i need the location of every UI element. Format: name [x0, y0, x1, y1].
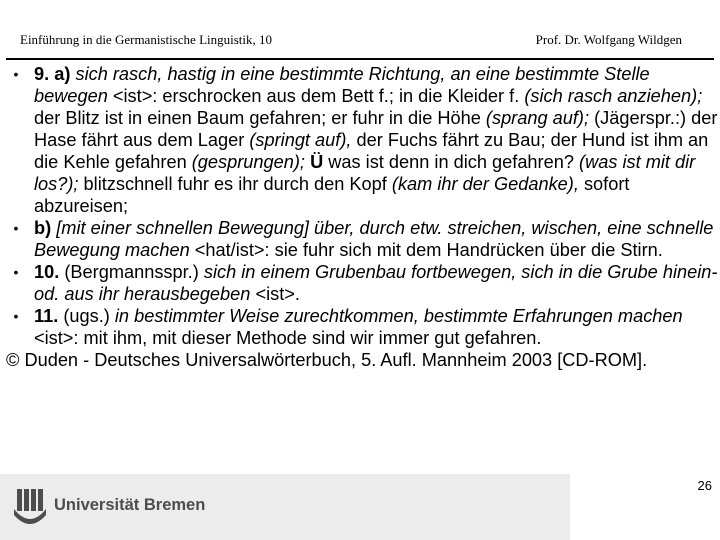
example-text: <hat/ist>: sie fuhr sich mit dem Handrücken über die Stirn. — [189, 240, 663, 260]
definition-list — [6, 63, 718, 349]
example-text: blitzschnell fuhr es ihr durch den Kopf — [78, 174, 392, 194]
definition-text: (gesprungen); — [191, 152, 305, 172]
university-name: Universität Bremen — [54, 496, 206, 514]
page-number: 26 — [697, 478, 712, 493]
sense-number: 9. a) — [34, 64, 71, 84]
source-citation: © Duden - Deutsches Universalwörterbuch, 5. Aufl. Mannheim 2003 [CD-ROM]. — [6, 350, 648, 370]
definition-item — [6, 217, 718, 261]
definition-text: (sich rasch anziehen); — [524, 86, 703, 106]
example-text: <ist>. — [250, 284, 300, 304]
bullet-marker: • — [13, 264, 19, 280]
definition-text: (sprang auf); — [485, 108, 590, 128]
example-text: (Bergmannsspr.) — [59, 262, 204, 282]
example-text: (ugs.) — [58, 306, 115, 326]
example-text: der Fuchs fährt zu Bau; der Hund ist ihm an die Kehle gefahren — [34, 130, 709, 172]
example-text: (Jägerspr.:) der Hase fährt aus dem Lager — [34, 108, 718, 150]
example-text: <ist>: mit ihm, mit dieser Methode sind wir immer gut gefahren. — [34, 328, 542, 348]
definition-text: in bestimmter Weise zurechtkommen, bestimmte Erfahrungen machen — [114, 306, 683, 326]
definition-item — [6, 63, 718, 217]
definition-text: sich rasch, hastig in eine bestimmte Richtung, an eine bestimmte Stelle bewegen — [34, 64, 650, 106]
header-course-title: Einführung in die Germanistische Linguistik, 10 — [20, 32, 273, 47]
example-text: was ist denn in dich gefahren? — [323, 152, 580, 172]
university-logo-icon — [13, 487, 47, 527]
example-text: der Blitz ist in einen Baum gefahren; er fuhr in die Höhe — [34, 108, 486, 128]
definition-item — [6, 261, 718, 305]
definition-text: (was ist mit dir los?); — [34, 152, 696, 194]
definition-text: (kam ihr der Gedanke), — [391, 174, 579, 194]
header-divider — [6, 58, 714, 60]
header-author: Prof. Dr. Wolfgang Wildgen — [535, 32, 682, 47]
bullet-marker: • — [13, 220, 19, 236]
sense-number: Ü — [310, 152, 324, 172]
definition-text: sich in einem Grubenbau fortbewegen, sich in die Grube hinein- od. aus ihr herausbegeben — [34, 262, 718, 304]
definition-item — [6, 305, 718, 349]
sense-number: 11. — [34, 306, 59, 326]
bullet-marker: • — [13, 66, 19, 82]
bullet-marker: • — [13, 308, 19, 324]
example-text: sofort abzureisen; — [34, 174, 630, 216]
sense-number: 10. — [34, 262, 60, 282]
definition-text: (springt auf), — [249, 130, 352, 150]
slide-content — [6, 63, 718, 371]
definition-text: [mit einer schnellen Bewegung] über, durch etw. streichen, wischen, eine schnelle Bewegung machen — [34, 218, 714, 260]
sense-number: b) — [34, 218, 52, 238]
example-text: <ist>: erschrocken aus dem Bett f.; in die Kleider f. — [107, 86, 525, 106]
